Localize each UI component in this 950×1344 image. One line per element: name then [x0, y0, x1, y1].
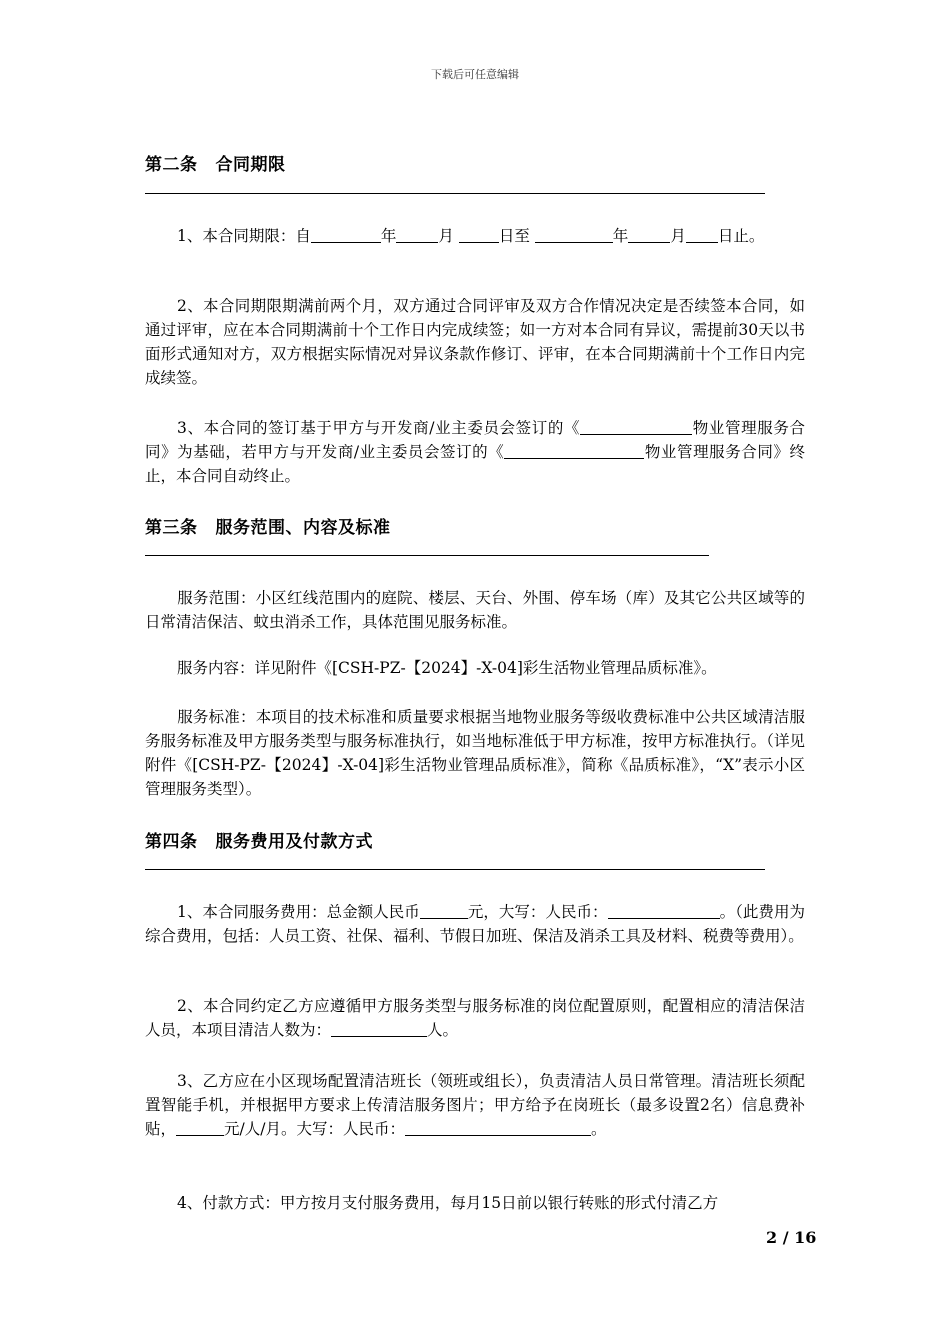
clause-text: 1、本合同期限：自: [177, 227, 311, 245]
clause-text: 服务标准：本项目的技术标准和质量要求根据当地物业服务等级收费标准中公共区域清洁服务服务标准及甲方服务类型与服务标准执行，如当地标准低于甲方标准，按甲方标准执行。（详见附件《[CSH-PZ-【2024】-X-04]彩生活物业管理品质标准》，简称《品质标准》，“X”表示小区管理服务类型）。: [145, 708, 805, 798]
month-blank: [628, 226, 670, 243]
day-blank: [686, 226, 718, 243]
clause-text: 3、乙方应在小区现场配置清洁班长（领班或组长），负责清洁人员日常管理。清洁班长须配置智能手机，并根据甲方要求上传清洁服务图片；甲方给予在岗班长（最多设置2名）信息费补贴，: [145, 1072, 805, 1138]
article-2-clause-3: [145, 416, 805, 488]
clause-text: 物业管理服务合同》终止，本合同自动终止。: [145, 443, 805, 485]
clause-text: 月: [438, 227, 454, 245]
year-blank: [535, 226, 613, 243]
article-4-clause-4: [145, 1191, 805, 1215]
article-4-heading: [145, 827, 373, 852]
clause-text: 物业管理服务合同》为基础，若甲方与开发商/业主委员会签订的《: [145, 419, 805, 461]
article-4-clause-3: [145, 1069, 805, 1141]
article-4-number: 第四条: [145, 832, 198, 852]
clause-text: 日至: [498, 227, 530, 245]
amount-blank: [420, 902, 468, 919]
page-header-note: 下载后可任意编辑: [431, 68, 519, 81]
clause-text: 服务范围：小区红线范围内的庭院、楼层、天台、外围、停车场（库）及其它公共区域等的日常清洁保洁、蚊虫消杀工作，具体范围见服务标准。: [145, 589, 805, 631]
clause-text: 月: [670, 227, 686, 245]
clause-text: 3、本合同的签订基于甲方与开发商/业主委员会签订的《: [177, 419, 581, 437]
month-blank: [396, 226, 438, 243]
article-2-clause-1: [145, 224, 805, 248]
subsidy-blank: [176, 1119, 224, 1136]
article-4-rule: [145, 869, 765, 870]
page-number: 2 / 16: [766, 1228, 817, 1247]
clause-text: 人。: [427, 1021, 459, 1039]
clause-text: 元/人/月。大写：人民币：: [224, 1120, 405, 1138]
article-2-rule: [145, 193, 765, 194]
article-2-number: 第二条: [145, 155, 198, 175]
clause-text: 日: [717, 227, 734, 245]
clause-text: 。（此费用为综合费用，包括：人员工资、社保、福利、节假日加班、保洁及消杀工具及材料、税费等费用）。: [145, 903, 805, 945]
article-2-heading: [145, 150, 286, 175]
clause-text: 1、本合同服务费用：总金额人民币: [177, 903, 420, 921]
service-standard: [145, 705, 805, 801]
article-3-heading: [145, 513, 391, 538]
amount-words-blank: [608, 902, 720, 919]
article-2-title: 合同期限: [215, 155, 286, 175]
year-blank: [311, 226, 381, 243]
service-content: [145, 656, 805, 680]
clause-text: 元，大写：人民币：: [467, 903, 608, 921]
article-4-clause-2: [145, 994, 805, 1042]
day-blank: [459, 226, 499, 243]
contract-name-blank: [580, 418, 692, 435]
article-4-title: 服务费用及付款方式: [215, 832, 373, 852]
subsidy-words-blank: [405, 1119, 591, 1136]
clause-text: 年: [380, 227, 397, 245]
article-3-title: 服务范围、内容及标准: [215, 518, 391, 538]
clause-text: 2、本合同期限期满前两个月，双方通过合同评审及双方合作情况决定是否续签本合同，如通过评审，应在本合同期满前十个工作日内完成续签；如一方对本合同有异议，需提前30天以书面形式通知对方，双方根据实际情况对异议条款作修订、评审，在本合同期满前十个工作日内完成续签。: [145, 297, 805, 387]
clause-text: 服务内容：详见附件《[CSH-PZ-【2024】-X-04]彩生活物业管理品质标准》。: [177, 659, 717, 677]
staff-count-blank: [331, 1020, 427, 1037]
clause-text: 4、付款方式：甲方按月支付服务费用，每月15日前以银行转账的形式付清乙方: [177, 1194, 719, 1212]
article-3-rule: [145, 555, 709, 556]
article-4-clause-1: [145, 900, 805, 948]
clause-text: 2、本合同约定乙方应遵循甲方服务类型与服务标准的岗位配置原则，配置相应的清洁保洁人员，本项目清洁人数为：: [145, 997, 805, 1039]
service-scope: [145, 586, 805, 634]
contract-name-blank: [504, 442, 644, 459]
clause-text: 止。: [733, 227, 765, 245]
clause-text: 年: [612, 227, 629, 245]
clause-text: 。: [590, 1120, 607, 1138]
article-2-clause-2: [145, 294, 805, 390]
article-3-number: 第三条: [145, 518, 198, 538]
